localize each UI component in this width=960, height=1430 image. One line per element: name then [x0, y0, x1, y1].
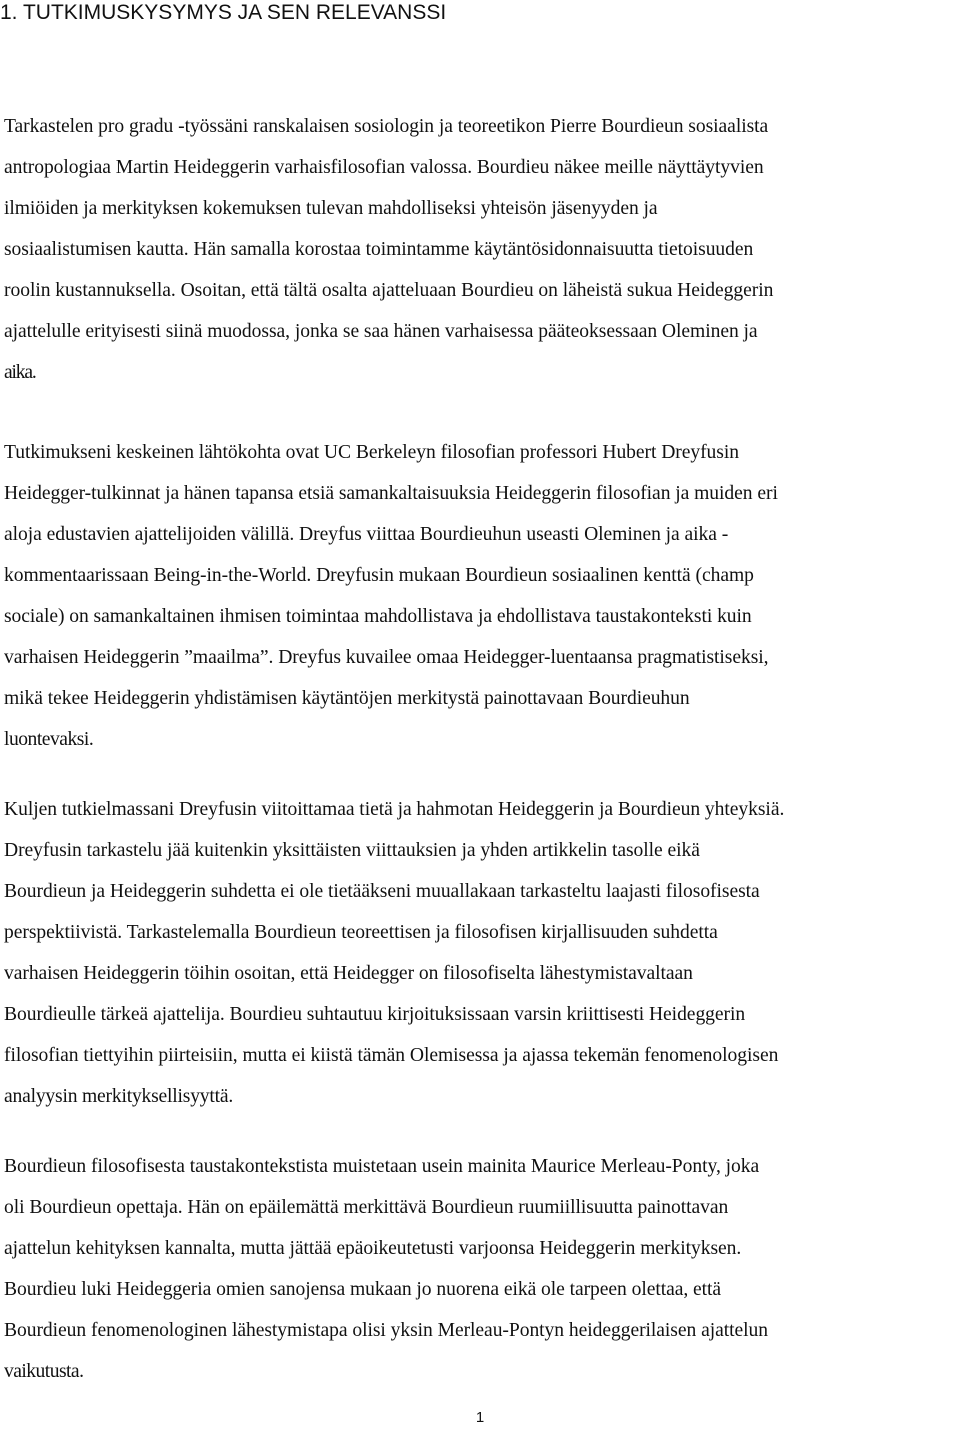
- paragraph-3: [4, 789, 960, 1117]
- text-line: luontevaksi.: [4, 729, 94, 750]
- text-line: Tarkastelen pro gradu -työssäni ranskalaisen sosiologin ja teoreetikon Pierre Bourdieun sosiaalista: [4, 116, 769, 137]
- text-line: analyysin merkityksellisyyttä.: [4, 1086, 234, 1107]
- text-line: oli Bourdieun opettaja. Hän on epäilemättä merkittävä Bourdieun ruumiillisuutta painottavan: [4, 1197, 729, 1218]
- text-line: ilmiöiden ja merkityksen kokemuksen tulevan mahdolliseksi yhteisön jäsenyyden ja: [4, 198, 658, 219]
- text-line: perspektiivistä. Tarkastelemalla Bourdieun teoreettisen ja filosofisen kirjallisuuden suhdetta: [4, 922, 718, 943]
- text-line: varhaisen Heideggerin ”maailma”. Dreyfus kuvailee omaa Heidegger-luentaansa pragmatistiseksi,: [4, 647, 769, 668]
- text-line: Heidegger-tulkinnat ja hänen tapansa etsiä samankaltaisuuksia Heideggerin filosofian ja muiden eri: [4, 483, 778, 504]
- paragraph-2: [4, 432, 960, 760]
- text-line: antropologiaa Martin Heideggerin varhaisfilosofian valossa. Bourdieu näkee meille näyttäytyvien: [4, 157, 764, 178]
- text-line: ajattelulle erityisesti siinä muodossa, jonka se saa hänen varhaisessa pääteoksessaan Oleminen ja: [4, 321, 758, 342]
- section-heading: 1. TUTKIMUSKYSYMYS JA SEN RELEVANSSI: [0, 1, 447, 24]
- text-line: sociale) on samankaltainen ihmisen toimintaa mahdollistava ja ehdollistava taustakonteksti kuin: [4, 606, 752, 627]
- text-line: vaikutusta.: [4, 1361, 84, 1382]
- text-line: aika.: [4, 362, 36, 383]
- text-line: varhaisen Heideggerin töihin osoitan, että Heidegger on filosofiselta lähestymistavaltaan: [4, 963, 693, 984]
- text-line: mikä tekee Heideggerin yhdistämisen käytäntöjen merkitystä painottavaan Bourdieuhun: [4, 688, 690, 709]
- text-line: Dreyfusin tarkastelu jää kuitenkin yksittäisten viittauksien ja yhden artikkelin tasolle eikä: [4, 840, 700, 861]
- paragraph-4: [4, 1146, 960, 1392]
- text-line: Tutkimukseni keskeinen lähtökohta ovat UC Berkeleyn filosofian professori Hubert Dreyfusin: [4, 442, 739, 463]
- text-line: Bourdieun filosofisesta taustakontekstista muistetaan usein mainita Maurice Merleau-Ponty, joka: [4, 1156, 760, 1177]
- text-line: Bourdieun fenomenologinen lähestymistapa olisi yksin Merleau-Pontyn heideggerilaisen ajattelun: [4, 1320, 768, 1341]
- text-line: Bourdieulle tärkeä ajattelija. Bourdieu suhtautuu kirjoituksissaan varsin kriittisesti Heideggerin: [4, 1004, 746, 1025]
- text-line: aloja edustavien ajattelijoiden välillä. Dreyfus viittaa Bourdieuhun useasti Oleminen ja aika -: [4, 524, 729, 545]
- text-line: roolin kustannuksella. Osoitan, että tältä osalta ajatteluaan Bourdieu on läheistä sukua Heideggerin: [4, 280, 774, 301]
- text-line: kommentaarissaan Being-in-the-World. Dreyfusin mukaan Bourdieun sosiaalinen kenttä (champ: [4, 565, 754, 586]
- text-line: Kuljen tutkielmassani Dreyfusin viitoittamaa tietä ja hahmotan Heideggerin ja Bourdieun yhteyksiä.: [4, 799, 785, 820]
- text-line: Bourdieu luki Heideggeria omien sanojensa mukaan jo nuorena eikä ole tarpeen olettaa, että: [4, 1279, 722, 1300]
- text-line: ajattelun kehityksen kannalta, mutta jättää epäoikeutetusti varjoonsa Heideggerin merkityksen.: [4, 1238, 742, 1259]
- text-line: filosofian tiettyihin piirteisiin, mutta ei kiistä tämän Olemisessa ja ajassa tekemän fenomenologisen: [4, 1045, 779, 1066]
- paragraph-1: [4, 106, 960, 393]
- text-line: sosiaalistumisen kautta. Hän samalla korostaa toimintamme käytäntösidonnaisuutta tietoisuuden: [4, 239, 754, 260]
- page-number: 1: [475, 1409, 485, 1426]
- text-line: Bourdieun ja Heideggerin suhdetta ei ole tietääkseni muuallakaan tarkasteltu laajasti filosofisesta: [4, 881, 760, 902]
